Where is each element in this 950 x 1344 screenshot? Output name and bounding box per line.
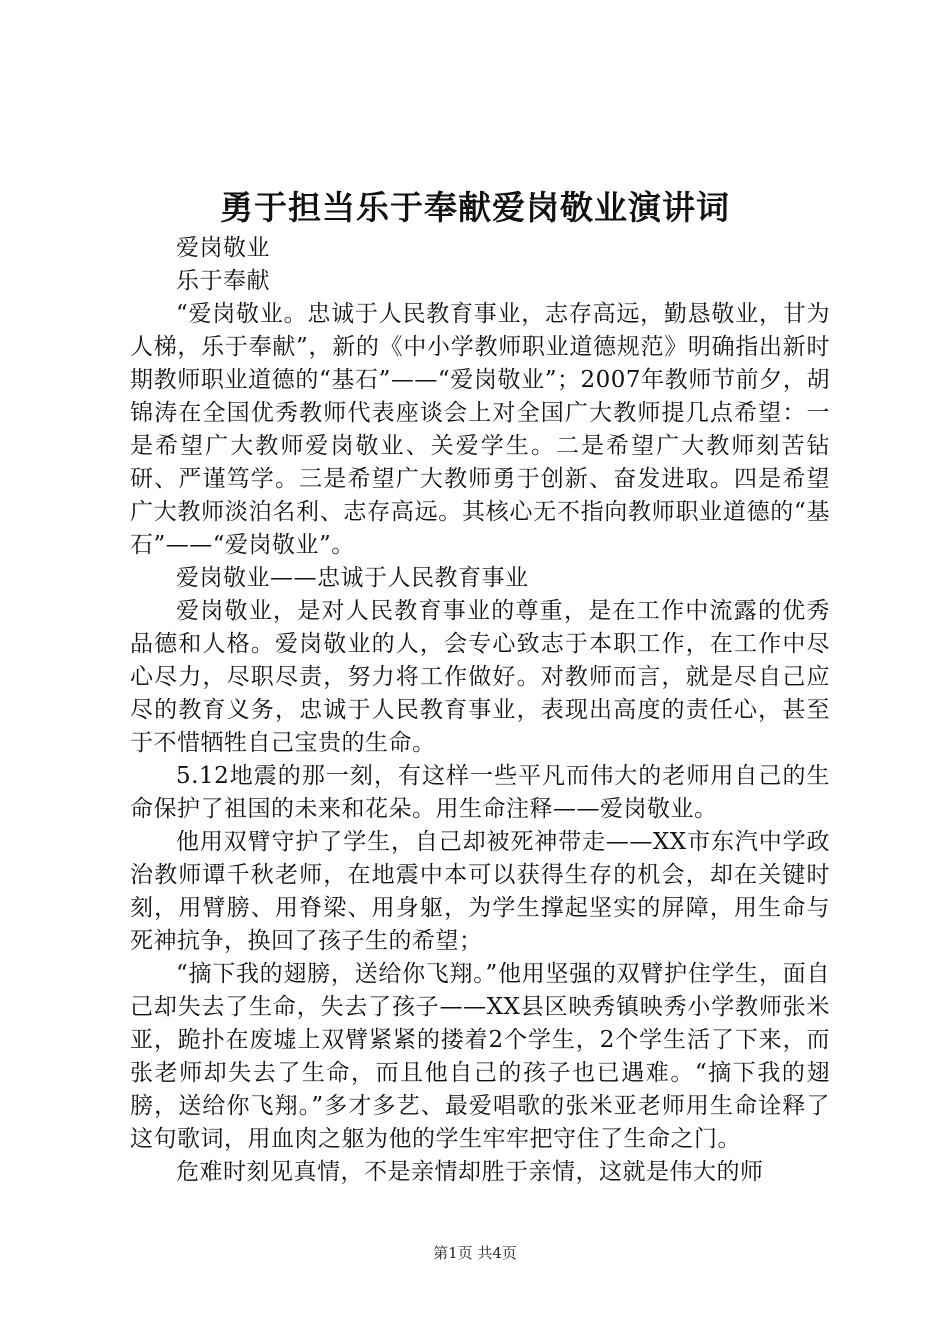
paragraph-body: 5.12地震的那一刻，有这样一些平凡而伟大的老师用自己的生命保护了祖国的未来和花朵。用生命注释——爱岗敬业。 [130, 763, 830, 822]
paragraph-section-heading: 爱岗敬业——忠诚于人民教育事业 [176, 565, 529, 591]
paragraph-body: 他用双臂守护了学生，自己却被死神带走——XX市东汽中学政治教师谭千秋老师，在地震中本可以获得生存的机会，却在关键时刻，用臂膀、用脊梁、用身躯，为学生撑起坚实的屏障，用生命与死神抗争，换回了孩子生的希望； [130, 829, 830, 954]
paragraph-heading-2: 乐于奉献 [176, 268, 270, 294]
document-body [130, 232, 830, 1189]
document-title: 勇于担当乐于奉献爱岗敬业演讲词 [220, 188, 730, 227]
paragraph-body: 爱岗敬业，是对人民教育事业的尊重，是在工作中流露的优秀品德和人格。爱岗敬业的人，会专心致志于本职工作，在工作中尽心尽力，尽职尽责，努力将工作做好。对教师而言，就是尽自己应尽的教育义务，忠诚于人民教育事业，表现出高度的责任心，甚至于不惜牺牲自己宝贵的生命。 [130, 598, 830, 756]
paragraph-body: 危难时刻见真情，不是亲情却胜于亲情，这就是伟大的师 [176, 1159, 764, 1185]
paragraph-body: “摘下我的翅膀，送给你飞翔。”他用坚强的双臂护住学生，面自己却失去了生命，失去了孩子——XX县区映秀镇映秀小学教师张米亚，跪扑在废墟上双臂紧紧的搂着2个学生，2个学生活了下来，而张老师却失去了生命，而且他自己的孩子也已遇难。“摘下我的翅膀，送给你飞翔。”多才多艺、最爱唱歌的张米亚老师用生命诠释了这句歌词，用血肉之躯为他的学生牢牢把守住了生命之门。 [130, 961, 830, 1152]
paragraph-heading-1: 爱岗敬业 [176, 235, 270, 261]
page-number-footer: 第1页 共4页 [433, 1244, 517, 1262]
paragraph-intro: “爱岗敬业。忠诚于人民教育事业，志存高远，勤恳敬业，甘为人梯，乐于奉献”，新的《中小学教师职业道德规范》明确指出新时期教师职业道德的“基石”——“爱岗敬业”；2007年教师节前夕，胡锦涛在全国优秀教师代表座谈会上对全国广大教师提几点希望：一是希望广大教师爱岗敬业、关爱学生。二是希望广大教师刻苦钻研、严谨笃学。三是希望广大教师勇于创新、奋发进取。四是希望广大教师淡泊名利、志存高远。其核心无不指向教师职业道德的“基石”——“爱岗敬业”。 [130, 301, 830, 558]
